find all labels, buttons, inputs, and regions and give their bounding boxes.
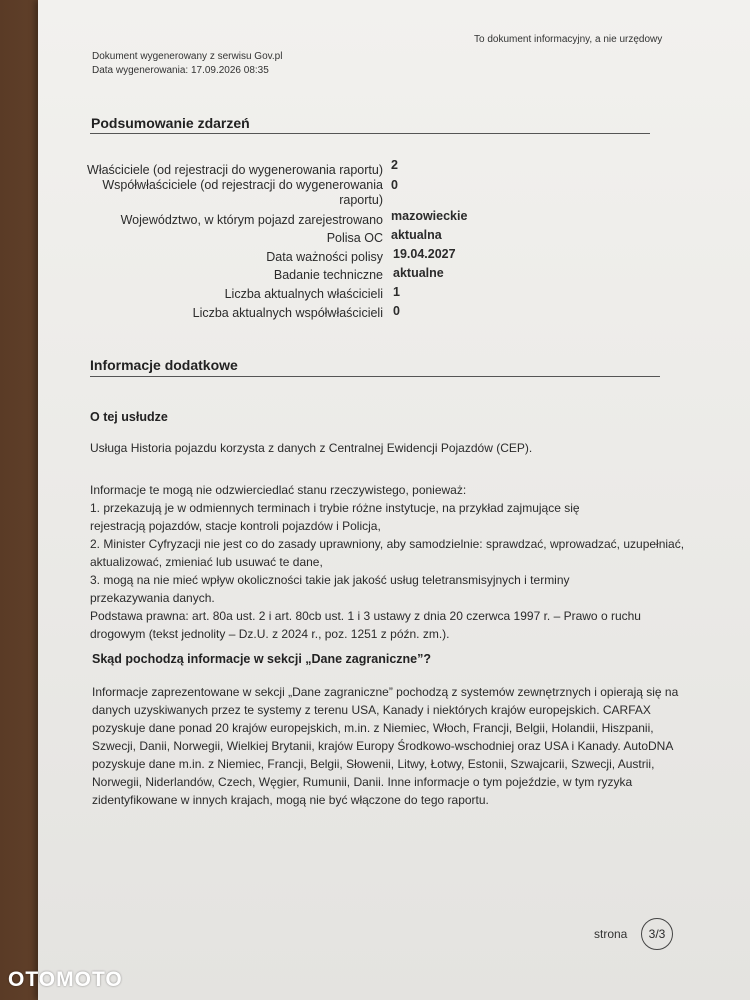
info-line: 2. Minister Cyfryzacji nie jest co do zasady uprawniony, aby samodzielnie: sprawdzać, wprowadzać, uzupełniać, xyxy=(90,537,685,551)
summary-label-voivodeship: Województwo, w którym pojazd zarejestrowano xyxy=(120,213,383,227)
info-line: rejestracją pojazdów, stacje kontroli pojazdów i Policja, xyxy=(90,519,381,533)
summary-label-current-coowners: Liczba aktualnych współwłaścicieli xyxy=(192,306,383,320)
foreign-line: Informacje zaprezentowane w sekcji „Dane zagraniczne” pochodzą z systemów zewnętrznych i opierają się na xyxy=(92,685,679,699)
otomoto-watermark: OTOMOTO xyxy=(8,968,123,991)
about-text: Usługa Historia pojazdu korzysta z danych z Centralnej Ewidencji Pojazdów (CEP). xyxy=(90,441,533,455)
summary-label-coowners-1: Współwłaściciele (od rejestracji do wygenerowania xyxy=(102,178,383,192)
page-label: strona xyxy=(594,927,628,941)
additional-divider xyxy=(90,376,660,377)
page-number: 3/3 xyxy=(641,918,673,950)
info-line: Informacje te mogą nie odzwierciedlać stanu rzeczywistego, ponieważ: xyxy=(90,483,467,497)
foreign-line: zidentyfikowane w innych krajach, mogą nie być włączone do tego raportu. xyxy=(92,793,489,807)
generated-date: Data wygenerowania: 17.09.2026 08:35 xyxy=(92,65,269,76)
summary-label-insurance-date: Data ważności polisy xyxy=(266,250,383,264)
foreign-line: danych uzyskiwanych przez te systemy z terenu USA, Kanady i niektórych krajów europejskich. CARFAX xyxy=(92,703,651,717)
info-line: 1. przekazują je w odmiennych terminach i trybie różne instytucje, na przykład zajmujące się xyxy=(90,501,580,515)
info-paragraph xyxy=(90,481,730,643)
info-line: Podstawa prawna: art. 80a ust. 2 i art. 80cb ust. 1 i 3 ustawy z dnia 20 czerwca 1997 r. – Prawo o ruchu xyxy=(90,609,641,623)
foreign-line: pozyskuje dane m.in. z Niemiec, Francji, Belgii, Słowenii, Litwy, Łotwy, Estonii, Szwajcarii, Szwecji, Austrii, xyxy=(92,757,655,771)
summary-label-insurance: Polisa OC xyxy=(326,231,383,245)
summary-divider xyxy=(90,133,650,134)
summary-value-current-coowners: 0 xyxy=(393,304,400,318)
generated-from: Dokument wygenerowany z serwisu Gov.pl xyxy=(92,51,283,62)
summary-label-inspection: Badanie techniczne xyxy=(273,268,383,282)
info-line: aktualizować, zmieniać lub usuwać te dane, xyxy=(90,555,323,569)
generated-info xyxy=(92,50,282,78)
summary-value-current-owners: 1 xyxy=(393,285,400,299)
document-page xyxy=(38,0,750,1000)
summary-title: Podsumowanie zdarzeń xyxy=(91,115,250,131)
foreign-line: pozyskuje dane ponad 20 krajów europejskich, m.in. z Niemiec, Włoch, Francji, Belgii, Holandii, Hiszpanii, xyxy=(92,721,654,735)
summary-value-coowners: 0 xyxy=(391,178,398,192)
summary-value-insurance-date: 19.04.2027 xyxy=(393,247,456,261)
foreign-data-paragraph xyxy=(92,683,732,809)
info-line: przekazywania danych. xyxy=(90,591,215,605)
info-line: drogowym (tekst jednolity – Dz.U. z 2024 r., poz. 1251 z późn. zm.). xyxy=(90,627,450,641)
foreign-data-title: Skąd pochodzą informacje w sekcji „Dane zagraniczne”? xyxy=(92,652,431,666)
info-line: 3. mogą na nie mieć wpływ okoliczności takie jak jakość usług teletransmisyjnych i terminy xyxy=(90,573,570,587)
foreign-line: Norwegii, Niderlandów, Czech, Węgier, Rumunii, Danii. Inne informacje o tym pojeździe, w tym ryzyka xyxy=(92,775,633,789)
summary-label-coowners-2: raportu) xyxy=(339,193,383,207)
summary-value-inspection: aktualne xyxy=(393,266,444,280)
summary-value-insurance: aktualna xyxy=(391,228,442,242)
summary-label-owners: Właściciele (od rejestracji do wygenerowania raportu) xyxy=(87,163,383,177)
summary-label-current-owners: Liczba aktualnych właścicieli xyxy=(224,287,383,301)
foreign-line: Szwecji, Danii, Norwegii, Wielkiej Brytanii, krajów Europy Środkowo-wschodniej oraz USA i Kanady. AutoDNA xyxy=(92,739,674,753)
summary-value-owners: 2 xyxy=(391,158,398,172)
summary-value-voivodeship: mazowieckie xyxy=(391,209,468,223)
about-title: O tej usłudze xyxy=(90,410,168,424)
additional-title: Informacje dodatkowe xyxy=(90,357,238,373)
disclaimer: To dokument informacyjny, a nie urzędowy xyxy=(474,34,663,45)
